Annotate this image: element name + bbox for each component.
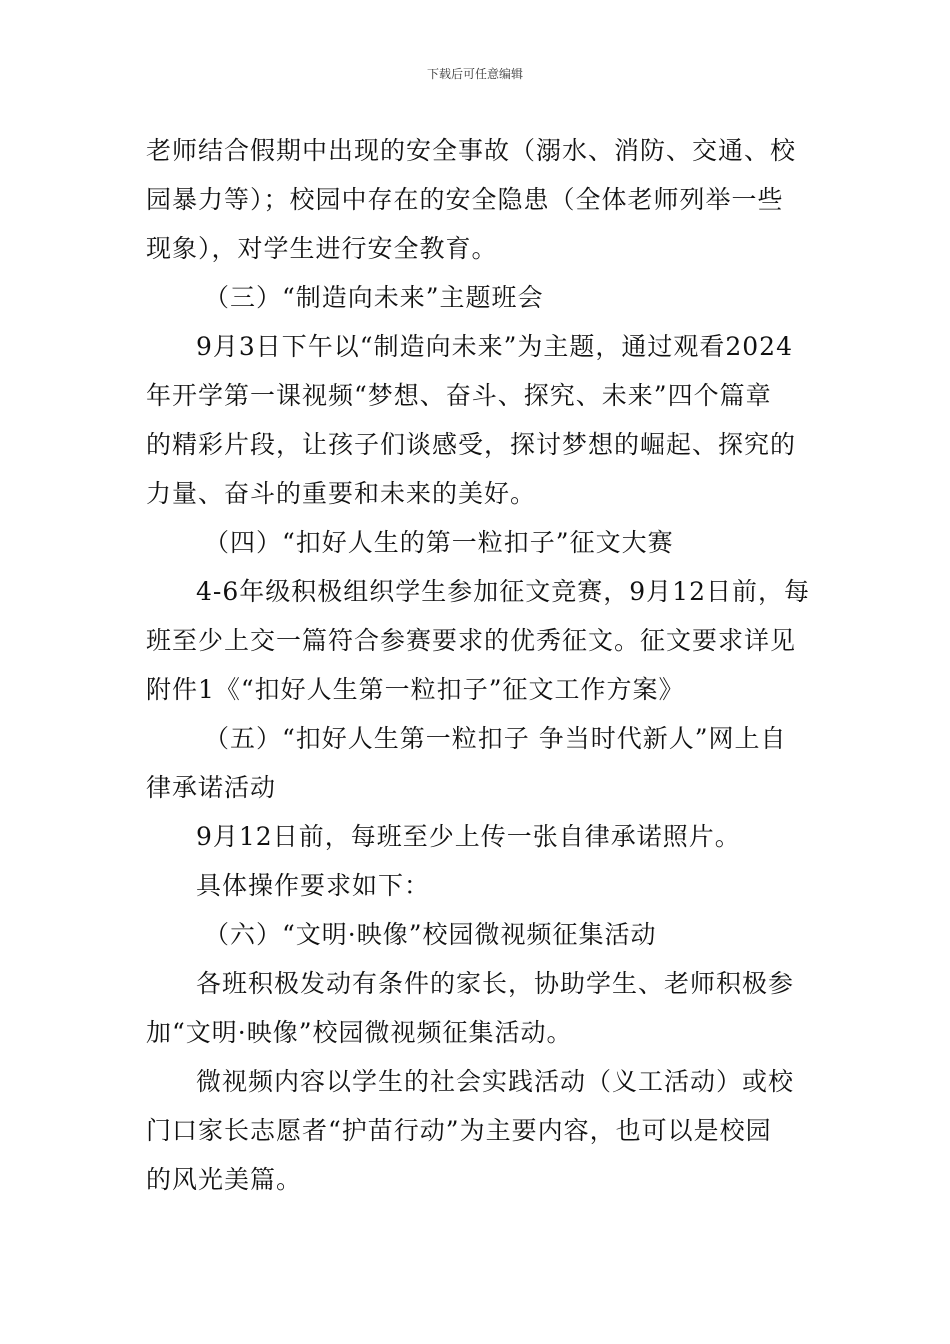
text-line: 现象），对学生进行安全教育。	[146, 234, 498, 263]
text-line: 具体操作要求如下：	[196, 871, 431, 900]
section-heading: （五）“扣好人生第一粒扣子 争当时代新人”网上自	[204, 724, 787, 753]
text-line: 加“文明·映像”校园微视频征集活动。	[146, 1018, 573, 1047]
text-line: 各班积极发动有条件的家长，协助学生、老师积极参	[196, 969, 795, 998]
section-heading: （四）“扣好人生的第一粒扣子”征文大赛	[204, 528, 674, 557]
text-line: 园暴力等）；校园中存在的安全隐患（全体老师列举一些	[146, 185, 784, 214]
text-line: 门口家长志愿者“护苗行动”为主要内容，也可以是校园	[146, 1116, 772, 1145]
text-line: 4-6年级积极组织学生参加征文竞赛，9月12日前，每	[196, 577, 810, 606]
text-line: 的风光美篇。	[146, 1165, 303, 1194]
document-body	[146, 126, 808, 1204]
section-heading: （六）“文明·映像”校园微视频征集活动	[204, 920, 657, 949]
text-line: 的精彩片段，让孩子们谈感受，探讨梦想的崛起、探究的	[146, 430, 797, 459]
text-line: 年开学第一课视频“梦想、奋斗、探究、未来”四个篇章	[146, 381, 772, 410]
page-header: 下载后可任意编辑	[426, 67, 523, 81]
text-line: 9月12日前，每班至少上传一张自律承诺照片。	[196, 822, 741, 851]
section-heading: （三）“制造向未来”主题班会	[204, 283, 544, 312]
text-line: 律承诺活动	[146, 773, 277, 802]
text-line: 9月3日下午以“制造向未来”为主题，通过观看2024	[196, 332, 793, 361]
text-line: 班至少上交一篇符合参赛要求的优秀征文。征文要求详见	[146, 626, 797, 655]
text-line: 力量、奋斗的重要和未来的美好。	[146, 479, 537, 508]
text-line: 附件1《“扣好人生第一粒扣子”征文工作方案》	[146, 675, 685, 704]
text-line: 老师结合假期中出现的安全事故（溺水、消防、交通、校	[146, 136, 797, 165]
text-line: 微视频内容以学生的社会实践活动（义工活动）或校	[196, 1067, 795, 1096]
